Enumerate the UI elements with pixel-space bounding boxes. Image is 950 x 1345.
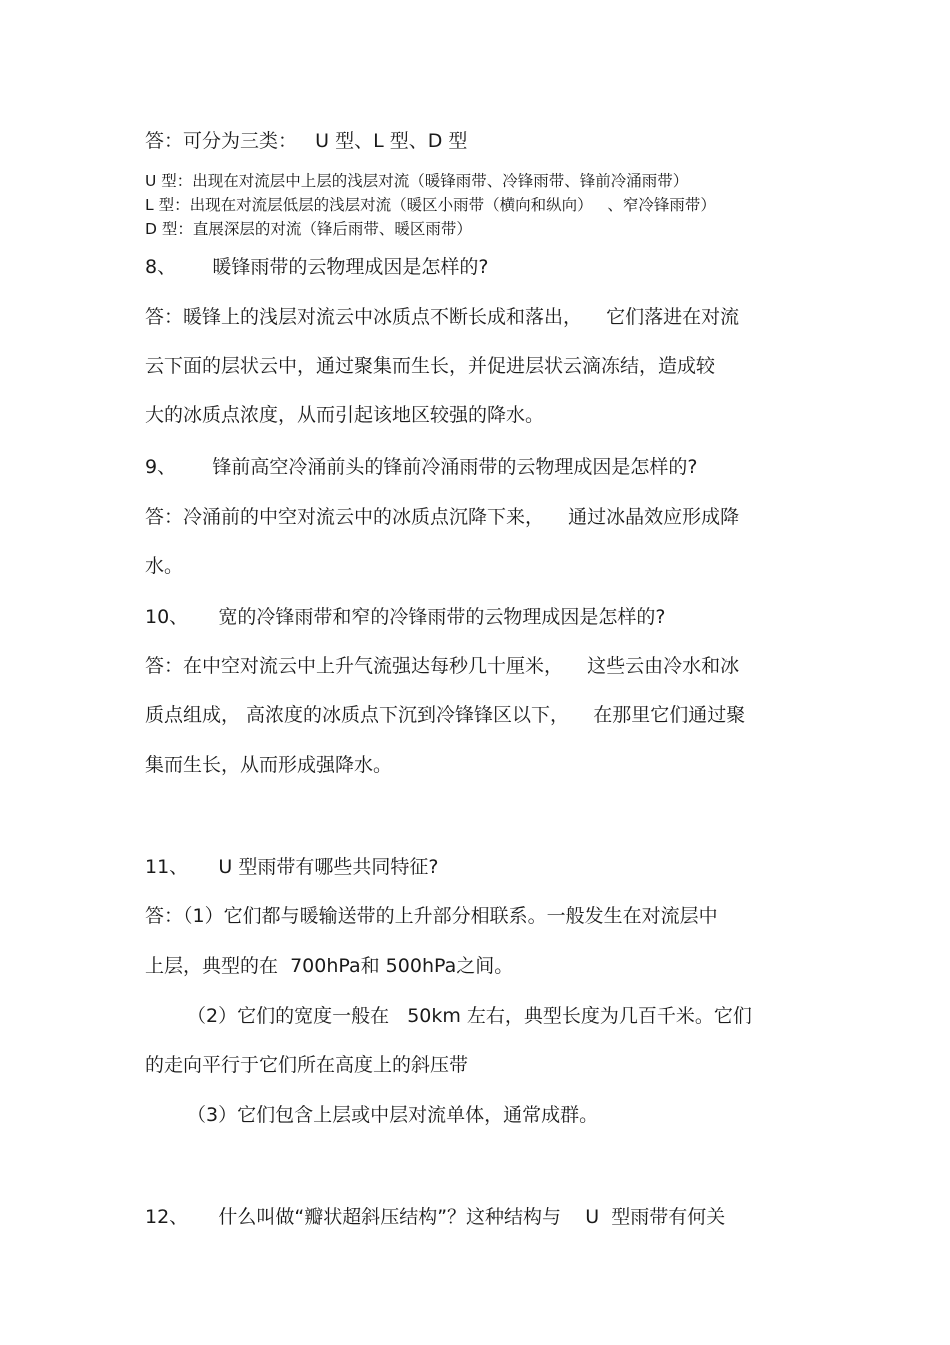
answer-8-line-1: 答：暖锋上的浅层对流云中冰质点不断长成和落出， 它们落进在对流 [145, 306, 740, 328]
answer-7-l-type: L 型：出现在对流层低层的浅层对流（暖区小雨带（横向和纵向） 、窄冷锋雨带） [145, 196, 716, 214]
question-11: 11、 U 型雨带有哪些共同特征? [145, 856, 439, 878]
answer-10-line-1: 答：在中空对流云中上升气流强达每秒几十厘米， 这些云由冷水和冰 [145, 655, 740, 677]
answer-7-u-type: U 型：出现在对流层中上层的浅层对流（暖锋雨带、冷锋雨带、锋前冷涌雨带） [145, 172, 689, 190]
answer-8-line-2: 云下面的层状云中，通过聚集而生长，并促进层状云滴冻结，造成较 [145, 355, 716, 377]
answer-7-d-type: D 型：直展深层的对流（锋后雨带、暖区雨带） [145, 220, 472, 238]
answer-11-line-4: 的走向平行于它们所在高度上的斜压带 [145, 1054, 469, 1076]
answer-11-line-3: （2）它们的宽度一般在 50km 左右，典型长度为几百千米。它们 [187, 1005, 752, 1027]
answer-11-line-1: 答：（1）它们都与暖输送带的上升部分相联系。一般发生在对流层中 [145, 905, 718, 927]
answer-10-line-3: 集而生长，从而形成强降水。 [145, 754, 393, 776]
question-8: 8、 暖锋雨带的云物理成因是怎样的? [145, 256, 489, 278]
question-12: 12、 什么叫做“瓣状超斜压结构”？这种结构与 U 型雨带有何关 [145, 1206, 726, 1228]
answer-10-line-2: 质点组成， 高浓度的冰质点下沉到冷锋锋区以下， 在那里它们通过聚 [145, 704, 746, 726]
question-9: 9、 锋前高空冷涌前头的锋前冷涌雨带的云物理成因是怎样的? [145, 456, 698, 478]
answer-7-intro: 答：可分为三类： U 型、L 型、D 型 [145, 130, 468, 152]
question-10: 10、 宽的冷锋雨带和窄的冷锋雨带的云物理成因是怎样的? [145, 606, 666, 628]
answer-9-line-2: 水。 [145, 555, 184, 577]
answer-8-line-3: 大的冰质点浓度，从而引起该地区较强的降水。 [145, 404, 545, 426]
answer-9-line-1: 答：冷涌前的中空对流云中的冰质点沉降下来， 通过冰晶效应形成降 [145, 506, 740, 528]
answer-11-line-2: 上层，典型的在 700hPa和 500hPa之间。 [145, 955, 514, 977]
answer-11-line-5: （3）它们包含上层或中层对流单体，通常成群。 [187, 1104, 599, 1126]
